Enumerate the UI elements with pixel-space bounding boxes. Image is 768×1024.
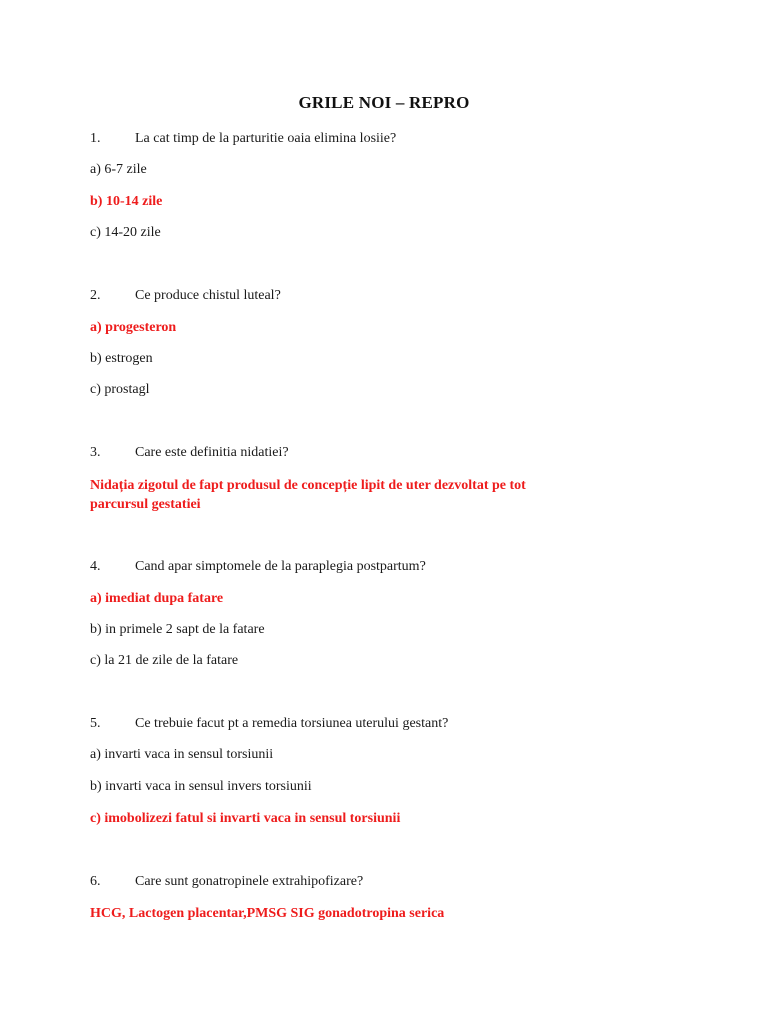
question-number: 5. [90,716,101,731]
question-3-answer-line-1: Nidația zigotul de fapt produsul de concepție lipit de uter dezvoltat pe tot [90,478,526,493]
question-5-option-a: a) invarti vaca in sensul torsiunii [90,747,274,762]
question-4-option-a-correct: a) imediat dupa fatare [90,591,224,606]
question-number: 6. [90,874,101,889]
question-text: Care este definitia nidatiei? [135,445,289,460]
question-5-option-b: b) invarti vaca in sensul invers torsiunii [90,779,312,794]
question-number: 3. [90,445,101,460]
question-text: Ce trebuie facut pt a remedia torsiunea uterului gestant? [135,716,449,731]
question-text: Ce produce chistul luteal? [135,288,281,303]
question-number: 1. [90,131,101,146]
question-text: La cat timp de la parturitie oaia elimina losiie? [135,131,397,146]
question-4-option-b: b) in primele 2 sapt de la fatare [90,622,265,637]
question-2-option-c: c) prostagl [90,382,150,397]
question-2-option-b: b) estrogen [90,351,153,366]
question-3-answer-line-2: parcursul gestatiei [90,497,201,512]
question-2 [90,287,281,305]
question-4-option-c: c) la 21 de zile de la fatare [90,653,239,668]
question-1 [90,130,396,148]
question-6 [90,873,363,891]
question-4 [90,558,426,576]
question-2-option-a-correct: a) progesteron [90,320,177,335]
question-text: Cand apar simptomele de la paraplegia postpartum? [135,559,426,574]
question-1-option-a: a) 6-7 zile [90,162,147,177]
question-5 [90,715,448,733]
question-1-option-b-correct: b) 10-14 zile [90,194,163,209]
question-1-option-c: c) 14-20 zile [90,225,161,240]
question-6-answer: HCG, Lactogen placentar,PMSG SIG gonadotropina serica [90,906,445,921]
question-5-option-c-correct: c) imobolizezi fatul si invarti vaca in sensul torsiunii [90,811,401,826]
question-number: 2. [90,288,101,303]
question-3 [90,444,289,462]
question-text: Care sunt gonatropinele extrahipofizare? [135,874,364,889]
question-number: 4. [90,559,101,574]
page-title: GRILE NOI – REPRO [298,93,470,112]
